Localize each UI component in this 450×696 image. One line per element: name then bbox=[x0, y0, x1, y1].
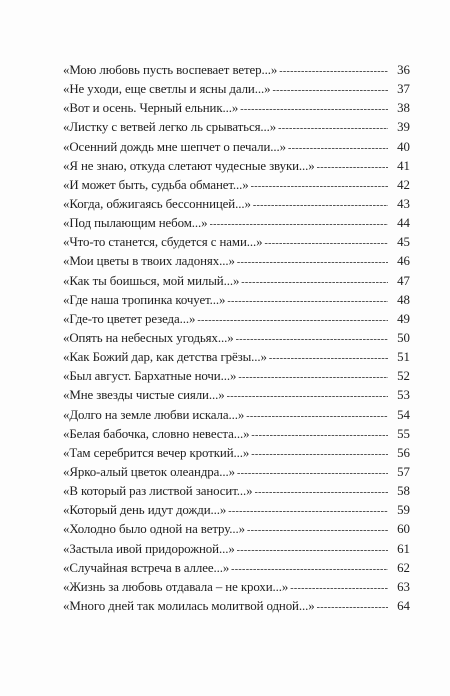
toc-entry bbox=[63, 233, 410, 252]
toc-entry-page: 41 bbox=[397, 158, 410, 173]
toc-entry bbox=[63, 252, 410, 271]
toc-entry bbox=[63, 578, 410, 597]
toc-entry-page: 62 bbox=[397, 560, 410, 575]
toc-entry bbox=[63, 559, 410, 578]
toc-dot-leader bbox=[227, 292, 388, 311]
toc-entry-title: «Который день идут дожди...» bbox=[63, 503, 227, 518]
toc-entry bbox=[63, 310, 410, 329]
toc-entry-title: «Листку с ветвей легко ль срываться...» bbox=[63, 120, 277, 135]
toc-entry-title: «Был август. Бархатные ночи...» bbox=[63, 369, 237, 384]
toc-entry-title: «Жизнь за любовь отдавала – не крохи...» bbox=[63, 579, 289, 594]
toc-entry bbox=[63, 157, 410, 176]
toc-entry-title: «Осенний дождь мне шепчет о печали...» bbox=[63, 139, 286, 154]
toc-entry-title: «Когда, обжигаясь бессонницей...» bbox=[63, 196, 251, 211]
toc-entry-page: 56 bbox=[397, 445, 410, 460]
toc-dot-leader bbox=[237, 541, 388, 560]
toc-dot-leader bbox=[288, 139, 388, 158]
toc-entry-title: «Много дней так молилась молитвой одной...» bbox=[63, 598, 315, 613]
toc-dot-leader bbox=[237, 253, 388, 272]
toc-entry-title: «Мне звезды чистые сияли...» bbox=[63, 388, 225, 403]
toc-entry-title: «Не уходи, еще светлы и ясны дали...» bbox=[63, 82, 271, 97]
toc-entry-page: 37 bbox=[397, 82, 410, 97]
toc-dot-leader bbox=[251, 426, 388, 445]
toc-entry-page: 63 bbox=[397, 579, 410, 594]
toc-entry-page: 57 bbox=[397, 464, 410, 479]
toc-dot-leader bbox=[251, 177, 388, 196]
toc-entry bbox=[63, 520, 410, 539]
toc-dot-leader bbox=[197, 311, 388, 330]
toc-entry-page: 38 bbox=[397, 101, 410, 116]
toc-dot-leader bbox=[264, 234, 388, 253]
toc-entry bbox=[63, 61, 410, 80]
toc-entry-page: 59 bbox=[397, 503, 410, 518]
toc-entry-page: 42 bbox=[397, 177, 410, 192]
toc-dot-leader bbox=[227, 387, 388, 406]
toc-entry bbox=[63, 291, 410, 310]
toc-dot-leader bbox=[278, 119, 388, 138]
toc-entry bbox=[63, 80, 410, 99]
toc-entry-page: 60 bbox=[397, 522, 410, 537]
toc-dot-leader bbox=[237, 464, 388, 483]
toc-dot-leader bbox=[251, 445, 388, 464]
toc-entry-page: 45 bbox=[397, 235, 410, 250]
toc-entry-page: 48 bbox=[397, 292, 410, 307]
toc-entry bbox=[63, 99, 410, 118]
toc-entry-title: «Что-то станется, сбудется с нами...» bbox=[63, 235, 263, 250]
toc-entry-title: «Холодно было одной на ветру...» bbox=[63, 522, 245, 537]
toc-entry bbox=[63, 425, 410, 444]
toc-entry-title: «Опять на небесных угодьях...» bbox=[63, 330, 234, 345]
toc-entry bbox=[63, 329, 410, 348]
toc-dot-leader bbox=[269, 349, 388, 368]
toc-entry bbox=[63, 367, 410, 386]
toc-entry-title: «Там серебрится вечер кроткий...» bbox=[63, 445, 250, 460]
toc-entry-title: «Застыла ивой придорожной...» bbox=[63, 541, 235, 556]
toc-entry-title: «Случайная встреча в аллее...» bbox=[63, 560, 230, 575]
toc-entry-title: «Мои цветы в твоих ладонях...» bbox=[63, 254, 235, 269]
toc-entry-title: «В который раз листвой заносит...» bbox=[63, 484, 253, 499]
toc-entry-title: «Ярко-алый цветок олеандра...» bbox=[63, 464, 235, 479]
toc-entry bbox=[63, 118, 410, 137]
toc-entry-page: 49 bbox=[397, 311, 410, 326]
toc-entry-title: «Мою любовь пусть воспевает ветер...» bbox=[63, 63, 278, 77]
toc-entry-page: 52 bbox=[397, 369, 410, 384]
toc-entry-page: 46 bbox=[397, 254, 410, 269]
toc-dot-leader bbox=[236, 330, 388, 349]
toc-entry-page: 64 bbox=[397, 598, 410, 613]
toc-entry-title: «И может быть, судьба обманет...» bbox=[63, 177, 249, 192]
toc-entry bbox=[63, 482, 410, 501]
toc-dot-leader bbox=[253, 196, 388, 215]
toc-entry bbox=[63, 138, 410, 157]
toc-dot-leader bbox=[228, 502, 388, 521]
toc-dot-leader bbox=[247, 521, 388, 540]
toc-entry-title: «Как Божий дар, как детства грёзы...» bbox=[63, 350, 267, 365]
toc-entry-page: 36 bbox=[397, 63, 410, 77]
toc-entry-title: «Долго на земле любви искала...» bbox=[63, 407, 245, 422]
toc-entry bbox=[63, 463, 410, 482]
toc-entry-page: 50 bbox=[397, 330, 410, 345]
toc-entry-page: 39 bbox=[397, 120, 410, 135]
toc-dot-leader bbox=[246, 407, 388, 426]
toc-entry bbox=[63, 501, 410, 520]
toc-dot-leader bbox=[238, 368, 388, 387]
toc-entry-page: 53 bbox=[397, 388, 410, 403]
toc-dot-leader bbox=[279, 62, 388, 81]
toc-entry-page: 47 bbox=[397, 273, 410, 288]
toc-entry-page: 54 bbox=[397, 407, 410, 422]
toc-dot-leader bbox=[317, 598, 388, 617]
toc-entry-page: 40 bbox=[397, 139, 410, 154]
toc-entry bbox=[63, 348, 410, 367]
toc-entry-page: 61 bbox=[397, 541, 410, 556]
toc-entry-page: 44 bbox=[397, 216, 410, 231]
toc-entry bbox=[63, 540, 410, 559]
toc-entry bbox=[63, 272, 410, 291]
toc-entry-page: 43 bbox=[397, 196, 410, 211]
toc-entry-page: 58 bbox=[397, 484, 410, 499]
toc-entry bbox=[63, 195, 410, 214]
toc-dot-leader bbox=[272, 81, 388, 100]
toc-dot-leader bbox=[240, 100, 388, 119]
toc-entry-page: 51 bbox=[397, 350, 410, 365]
toc-entry-title: «Белая бабочка, словно невеста...» bbox=[63, 426, 250, 441]
toc-dot-leader bbox=[317, 158, 388, 177]
toc-dot-leader bbox=[241, 273, 388, 292]
toc-entry-title: «Я не знаю, откуда слетают чудесные звуки...» bbox=[63, 158, 315, 173]
toc-dot-leader bbox=[210, 215, 388, 234]
toc-entry-title: «Где-то цветет резеда...» bbox=[63, 311, 196, 326]
toc-entry bbox=[63, 386, 410, 405]
toc-entry-title: «Вот и осень. Черный ельник...» bbox=[63, 101, 239, 116]
toc-entry bbox=[63, 176, 410, 195]
toc-entry bbox=[63, 214, 410, 233]
toc-entry bbox=[63, 444, 410, 463]
toc-entry-title: «Как ты боишься, мой милый...» bbox=[63, 273, 240, 288]
toc-entry bbox=[63, 406, 410, 425]
table-of-contents bbox=[63, 61, 410, 616]
toc-dot-leader bbox=[231, 560, 388, 579]
toc-dot-leader bbox=[290, 579, 388, 598]
toc-entry-title: «Где наша тропинка кочует...» bbox=[63, 292, 226, 307]
toc-entry bbox=[63, 597, 410, 616]
toc-entry-page: 55 bbox=[397, 426, 410, 441]
toc-dot-leader bbox=[255, 483, 389, 502]
toc-entry-title: «Под пылающим небом...» bbox=[63, 216, 208, 231]
